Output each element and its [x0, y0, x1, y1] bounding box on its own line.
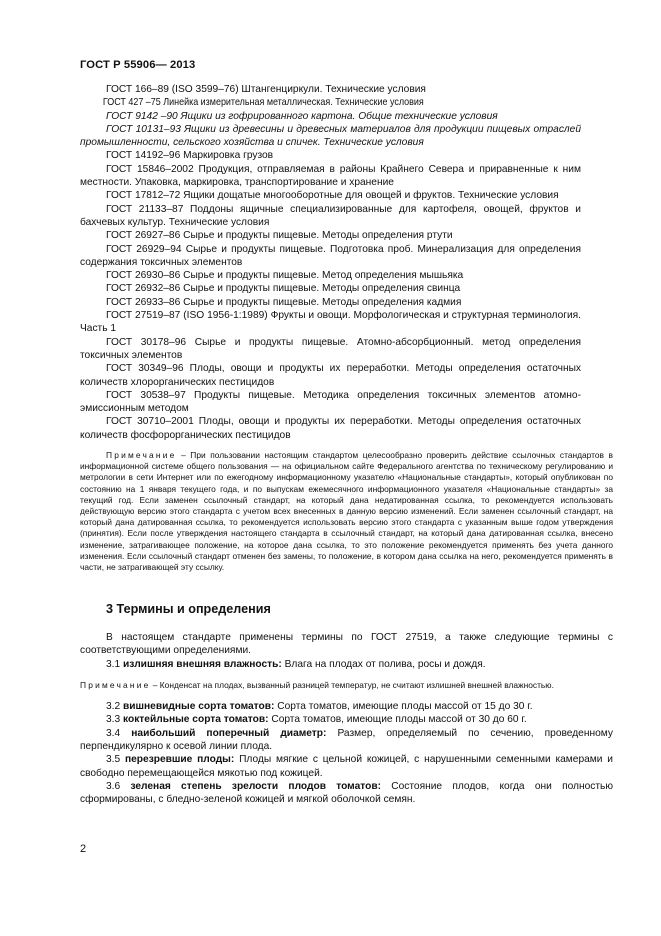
note-text: – Конденсат на плодах, вызванный разницей температур, не считают излишней внешней влажностью. [150, 679, 554, 690]
term-definition: Сорта томатов, имеющие плоды массой от 30 до 60 г. [268, 714, 527, 726]
term-name: вишневидные сорта томатов: [123, 701, 275, 713]
reference-item: ГОСТ 26933–86 Сырье и продукты пищевые. Методы определения кадмия [106, 296, 462, 308]
term-definition: Размер, определяемый по сечению, проведенному перпендикулярно к осевой линии плода. [80, 727, 613, 752]
term-number: 3.4 [106, 727, 121, 739]
term-name: перезревшие плоды: [124, 754, 235, 766]
reference-item: ГОСТ 10131–93 Ящики из древесины и древесных материалов для продукции пищевых отраслей промышленности, сельского хозяйства и спичек. Технические условия [80, 123, 581, 149]
term-item [80, 658, 613, 671]
terms-intro: В настоящем стандарте применены термины по ГОСТ 27519, а также следующие термины с соответствующими определениями. [80, 632, 613, 657]
reference-item: ГОСТ 15846–2002 Продукция, отправляемая в районы Крайнего Севера и приравненные к ним местности. Упаковка, маркировка, транспортирование и хранение [80, 163, 581, 189]
term-name: зеленая степень зрелости плодов томатов: [130, 780, 381, 792]
term-item [80, 713, 613, 726]
term-definition: Плоды мягкие с цельной кожицей, с нарушенными семенными камерами и свободно перемещающейся мякотью под кожицей. [80, 754, 613, 779]
term-item [80, 727, 613, 754]
term-item [80, 753, 613, 780]
term-number: 3.6 [106, 780, 121, 792]
page-number: 2 [80, 843, 87, 855]
reference-item: ГОСТ 26930–86 Сырье и продукты пищевые. Метод определения мышьяка [106, 270, 464, 282]
reference-item: ГОСТ 30710–2001 Плоды, овощи и продукты их переработки. Методы определения остаточных количеств фосфорорганических пестицидов [80, 416, 581, 441]
term-note [80, 680, 613, 691]
reference-item: ГОСТ 26932–86 Сырье и продукты пищевые. Методы определения свинца [106, 283, 461, 295]
term-name: наибольший поперечный диаметр: [131, 727, 327, 739]
reference-item: ГОСТ 21133–87 Поддоны ящичные специализированные для картофеля, овощей, фруктов и бахчевых культур. Технические условия [80, 203, 581, 228]
term-definition: Сорта томатов, имеющие плоды массой от 15 до 30 г. [274, 701, 533, 713]
reference-item: ГОСТ 27519–87 (ISO 1956-1:1989) Фрукты и овощи. Морфологическая и структурная терминология. Часть 1 [80, 310, 581, 335]
term-definition: Состояние плодов, когда они полностью сформированы, с бледно-зеленой кожицей и мягкой оболочкой семян. [80, 780, 613, 806]
reference-item: ГОСТ 17812–72 Ящики дощатые многооборотные для овощей и фруктов. Технические условия [106, 190, 559, 202]
term-number: 3.5 [106, 754, 121, 766]
reference-item: ГОСТ 427 –75 Линейка измерительная металлическая. Технические условия [102, 97, 424, 109]
document-header: ГОСТ Р 55906— 2013 [80, 59, 196, 71]
reference-item: ГОСТ 30349–96 Плоды, овощи и продукты их переработки. Методы определения остаточных количеств хлорорганических пестицидов [80, 363, 581, 388]
note-label: Примечание [80, 679, 151, 690]
reference-item: ГОСТ 30538–97 Продукты пищевые. Методика определения токсичных элементов атомно-эмиссионным методом [80, 389, 581, 415]
reference-item: ГОСТ 14192–96 Маркировка грузов [106, 150, 274, 162]
reference-item: ГОСТ 166–89 (ISO 3599–76) Штангенциркули. Технические условия [106, 84, 426, 95]
term-number: 3.3 [106, 714, 121, 726]
section-title: 3 Термины и определения [106, 602, 271, 616]
term-item [80, 700, 613, 713]
reference-item: ГОСТ 26927–86 Сырье и продукты пищевые. Методы определения ртути [106, 230, 453, 242]
term-number: 3.2 [106, 701, 121, 713]
references-note [80, 450, 613, 573]
term-number: 3.1 [106, 658, 121, 670]
reference-item: ГОСТ 9142 –90 Ящики из гофрированного картона. Общие технические условия [106, 110, 498, 122]
term-name: излишняя внешняя влажность: [123, 658, 282, 670]
term-name: коктейльные сорта томатов: [123, 714, 269, 726]
note-label: Примечание [106, 450, 177, 460]
note-text: – При пользовании настоящим стандартом целесообразно проверить действие ссылочных стандартов в информационной системе общего пользования — на официальном сайте Федерального агентства по техническому регулированию и метрологии в сети Интернет или по ежегодному информационному указателю «Национальные стандарты», который опубликован по состоянию на 1 января текущего года, и по выпускам ежемесячного информационного указателя «Национальные стандарты» за текущий год. Если заменен ссылочный стандарт, на который дана недатированная ссылка, то рекомендуется использовать действующую версию этого стандарта с учетом всех внесенных в данную версию изменений. Если заменен ссылочный стандарт, на который дана датированная ссылка, то рекомендуется использовать версию этого стандарта с указанным выше годом утверждения (принятия). Если после утверждения настоящего стандарта в ссылочный стандарт, на который дана датированная ссылка, внесено изменение, затрагивающее положение, на которое дана ссылка, то это положение рекомендуется применять без учета данного изменения. Если ссылочный стандарт отменен без замены, то положение, в котором дана ссылка на него, рекомендуется применять в части, не затрагивающей эту ссылку. [80, 450, 613, 573]
term-definition: Влага на плодах от полива, росы и дождя. [281, 658, 486, 670]
reference-item: ГОСТ 30178–96 Сырье и продукты пищевые. Атомно-абсорбционный. метод определения токсичных элементов [80, 336, 581, 361]
term-item [80, 780, 613, 807]
references-list [80, 83, 581, 442]
reference-item: ГОСТ 26929–94 Сырье и продукты пищевые. Подготовка проб. Минерализация для определения содержания токсичных элементов [80, 243, 581, 268]
terms-section [80, 631, 613, 806]
